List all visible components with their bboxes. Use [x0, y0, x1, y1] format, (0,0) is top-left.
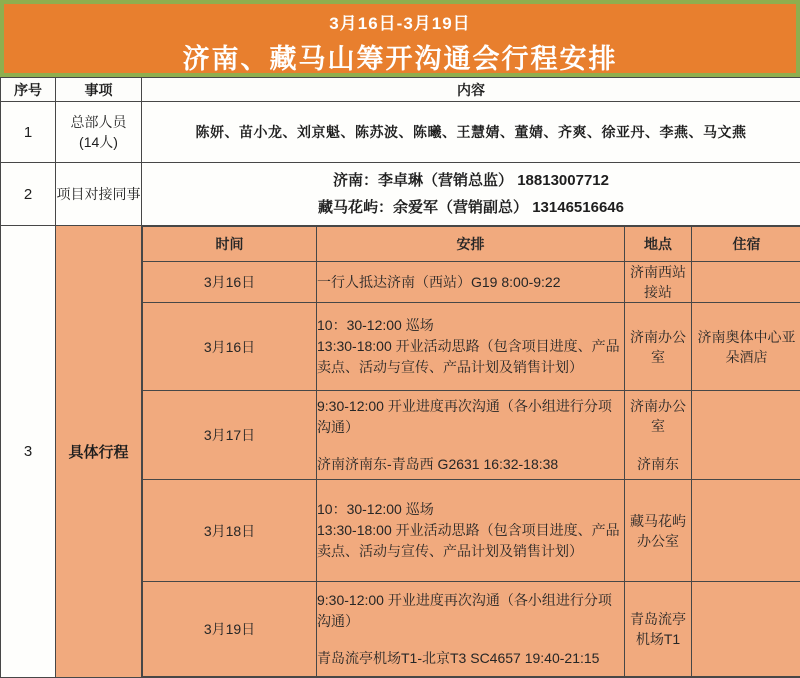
plan-cell	[317, 262, 625, 303]
place-cell: 藏马花屿办公室	[625, 480, 692, 582]
date-range: 3月16日-3月19日	[4, 9, 796, 34]
contact-line: 济南：李卓琳（营销总监） 18813007712	[142, 167, 800, 194]
stay-cell: 济南奥体中心亚朵酒店	[692, 303, 800, 391]
stay-cell	[692, 480, 800, 582]
plan-line: 一行人抵达济南（西站）G19 8:00-9:22	[317, 272, 624, 293]
item-line: 总部人员	[56, 112, 141, 132]
plan-line: 9:30-12:00 开业进度再次沟通（各小组进行分项沟通）	[317, 396, 624, 438]
stay-cell	[692, 582, 800, 677]
schedule-row	[143, 582, 800, 677]
stay-cell	[692, 391, 800, 480]
place-cell	[625, 391, 692, 480]
plan-line: 济南济南东-青岛西 G2631 16:32-18:38	[317, 454, 624, 475]
plan-cell	[317, 582, 625, 677]
place-cell: 青岛流亭机场T1	[625, 582, 692, 677]
place-line: 济南东	[625, 454, 691, 474]
item-cell-schedule: 具体行程	[56, 226, 142, 678]
column-header-content: 内容	[142, 78, 800, 102]
place-cell: 济南西站接站	[625, 262, 692, 303]
row-no: 3	[1, 226, 56, 678]
column-header-place: 地点	[625, 227, 692, 262]
plan-line: 9:30-12:00 开业进度再次沟通（各小组进行分项沟通）	[317, 590, 624, 632]
item-cell	[56, 102, 142, 163]
content-cell-contacts	[142, 163, 800, 226]
time-cell: 3月16日	[143, 303, 317, 391]
header-banner	[0, 0, 800, 77]
schedule-container-cell	[142, 226, 800, 678]
plan-cell	[317, 391, 625, 480]
place-line: 济南办公室	[625, 396, 691, 436]
time-cell: 3月17日	[143, 391, 317, 480]
schedule-row	[143, 262, 800, 303]
item-cell: 项目对接同事	[56, 163, 142, 226]
plan-line: 青岛流亭机场T1-北京T3 SC4657 19:40-21:15	[317, 648, 624, 669]
plan-line: 13:30-18:00 开业活动思路（包含项目进度、产品卖点、活动与宣传、产品计划及销售计划）	[317, 520, 624, 562]
row-no: 2	[1, 163, 56, 226]
plan-line: 10：30-12:00 巡场	[317, 499, 624, 520]
stay-cell	[692, 262, 800, 303]
itinerary-table	[0, 77, 800, 678]
plan-line: 13:30-18:00 开业活动思路（包含项目进度、产品卖点、活动与宣传、产品计划及销售计划）	[317, 336, 624, 378]
schedule-row	[143, 480, 800, 582]
column-header-item: 事项	[56, 78, 142, 102]
schedule-table	[142, 226, 800, 677]
time-cell: 3月19日	[143, 582, 317, 677]
column-header-stay: 住宿	[692, 227, 800, 262]
schedule-row	[143, 303, 800, 391]
table-row-contacts	[1, 163, 800, 226]
time-cell: 3月18日	[143, 480, 317, 582]
page-title: 济南、藏马山筹开沟通会行程安排	[4, 37, 796, 76]
column-header-time: 时间	[143, 227, 317, 262]
table-row-schedule	[1, 226, 800, 678]
column-header-no: 序号	[1, 78, 56, 102]
column-header-plan: 安排	[317, 227, 625, 262]
content-cell-names: 陈妍、苗小龙、刘京魁、陈苏波、陈曦、王慧婧、董婧、齐爽、徐亚丹、李燕、马文燕	[142, 102, 800, 163]
item-line: (14人)	[56, 132, 141, 152]
schedule-header-row	[143, 227, 800, 262]
row-no: 1	[1, 102, 56, 163]
table-row-headquarters	[1, 102, 800, 163]
place-cell: 济南办公室	[625, 303, 692, 391]
plan-cell	[317, 480, 625, 582]
table-header-row	[1, 78, 800, 102]
contact-line: 藏马花屿：余爱军（营销副总） 13146516646	[142, 194, 800, 221]
schedule-row	[143, 391, 800, 480]
plan-line: 10：30-12:00 巡场	[317, 315, 624, 336]
time-cell: 3月16日	[143, 262, 317, 303]
plan-cell	[317, 303, 625, 391]
